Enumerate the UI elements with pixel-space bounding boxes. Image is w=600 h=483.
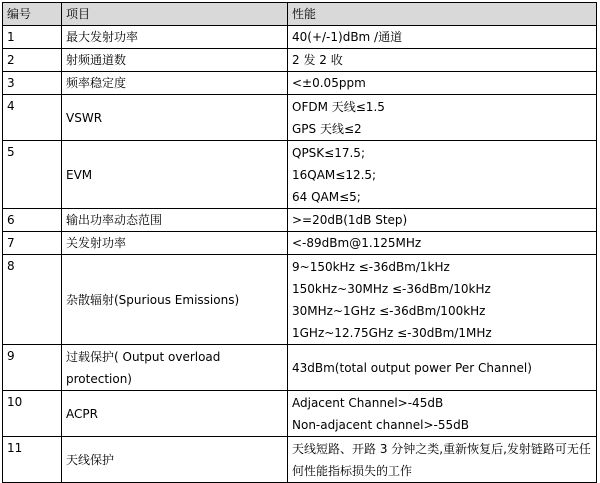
row-performance [288,26,597,49]
spec-table [2,2,597,483]
performance-line: 天线短路、开路 3 分钟之类,重新恢复后,发射链路可无任何性能指标损失的工作 [292,441,591,478]
performance-line: 16QAM≤12.5; [292,167,377,182]
performance-line: GPS 天线≤2 [292,121,362,136]
performance-line: 40(+/-1)dBm /通道 [292,30,403,44]
row-performance [288,232,597,255]
table-row [3,391,597,437]
performance-line: <±0.05ppm [292,76,366,90]
row-item: 天线保护 [62,437,288,483]
row-number: 3 [3,72,62,95]
row-number: 6 [3,209,62,232]
row-performance [288,209,597,232]
row-number: 8 [3,255,62,345]
row-number: 1 [3,26,62,49]
performance-line: Adjacent Channel>-45dB [292,395,444,410]
row-number: 4 [3,95,62,141]
table-row [3,255,597,345]
row-item: 频率稳定度 [62,72,288,95]
table-row [3,437,597,483]
table-row [3,232,597,255]
table-row [3,141,597,209]
header-item: 项目 [62,3,288,26]
row-item: ACPR [62,391,288,437]
table-row [3,49,597,72]
performance-line: >=20dB(1dB Step) [292,213,408,227]
row-number: 2 [3,49,62,72]
header-performance: 性能 [288,3,597,26]
performance-line: Non-adjacent channel>-55dB [292,417,470,432]
table-row [3,209,597,232]
row-performance [288,72,597,95]
row-number: 7 [3,232,62,255]
table-row [3,72,597,95]
performance-line: 30MHz~1GHz ≤-36dBm/100kHz [292,303,486,318]
table-row [3,26,597,49]
row-item: 最大发射功率 [62,26,288,49]
performance-line: 1GHz~12.75GHz ≤-30dBm/1MHz [292,325,492,340]
row-performance [288,49,597,72]
table-row [3,345,597,391]
header-no: 编号 [3,3,62,26]
row-item: 射频通道数 [62,49,288,72]
performance-line: 2 发 2 收 [292,53,343,67]
row-item: 关发射功率 [62,232,288,255]
performance-line: 64 QAM≤5; [292,189,361,204]
performance-line: <-89dBm@1.125MHz [292,236,422,250]
row-performance [288,141,597,209]
row-item: VSWR [62,95,288,141]
row-number: 9 [3,345,62,391]
performance-line: OFDM 天线≤1.5 [292,99,385,114]
row-item: 输出功率动态范围 [62,209,288,232]
performance-line: 43dBm(total output power Per Channel) [292,360,532,375]
row-item: EVM [62,141,288,209]
row-number: 11 [3,437,62,483]
header-row [3,3,597,26]
table-row [3,95,597,141]
performance-line: 9~150kHz ≤-36dBm/1kHz [292,259,450,274]
row-performance [288,437,597,483]
row-performance [288,391,597,437]
row-number: 5 [3,141,62,209]
row-performance [288,95,597,141]
row-item: 杂散辐射(Spurious Emissions) [62,255,288,345]
row-item: 过载保护( Output overload protection) [62,345,288,391]
row-number: 10 [3,391,62,437]
performance-line: 150kHz~30MHz ≤-36dBm/10kHz [292,281,491,296]
row-performance [288,345,597,391]
row-performance [288,255,597,345]
performance-line: QPSK≤17.5; [292,145,365,160]
